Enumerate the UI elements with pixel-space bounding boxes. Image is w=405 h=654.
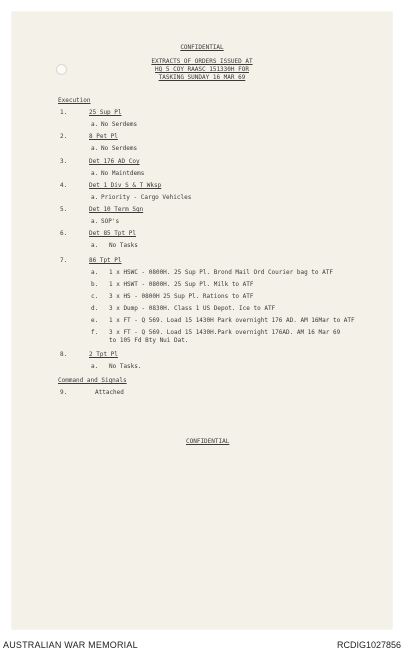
sub-letter: e. (91, 317, 99, 324)
item-number: 7. (60, 257, 68, 264)
sub-letter: a. (91, 145, 99, 152)
classification-bottom: CONFIDENTIAL (186, 438, 230, 445)
sub-letter: a. (91, 170, 99, 177)
sub-text: 1 x HSWT - 0800H. 25 Sup Pl. Milk to ATF (109, 281, 254, 288)
sub-text: SOP's (101, 218, 120, 225)
execution-heading: Execution (58, 97, 91, 104)
item-unit: 25 Sup Pl (89, 109, 122, 116)
sub-letter: d. (91, 305, 99, 312)
archive-credit: AUSTRALIAN WAR MEMORIAL (3, 640, 138, 650)
item-number: 4. (60, 182, 68, 189)
item-unit: 86 Tpt Pl (89, 257, 122, 264)
sub-text: Priority - Cargo Vehicles (101, 194, 192, 201)
title-line-3: TASKING SUNDAY 16 MAR 69 (158, 74, 246, 81)
sub-text: No Tasks (109, 242, 138, 249)
sub-text: 1 x FT - Q 569. Load 15 1430H Park overnight 176 AD. AM 16Mar to ATF (109, 317, 355, 324)
title-line-1: EXTRACTS OF ORDERS ISSUED AT (151, 58, 253, 65)
sub-text: 3 x HS - 0800H 25 Sup Pl. Rations to ATF (109, 293, 254, 300)
item-unit: 2 Tpt Pl (89, 351, 118, 358)
sub-letter: a. (91, 242, 99, 249)
sub-letter: f. (91, 329, 99, 336)
item-unit: Det 10 Term Sqn (89, 206, 144, 213)
sub-text-continued: to 105 Fd Bty Nui Dat. (109, 337, 189, 344)
sub-text: No Tasks. (109, 363, 142, 370)
item-number: 2. (60, 133, 68, 140)
item-number: 3. (60, 158, 68, 165)
sub-letter: a. (91, 194, 99, 201)
item-unit: Det 1 Div S & T Wksp (89, 182, 162, 189)
sub-letter: a. (91, 363, 99, 370)
command-heading: Command and Signals (58, 377, 127, 384)
sub-letter: b. (91, 281, 99, 288)
classification-top: CONFIDENTIAL (180, 44, 224, 51)
sub-letter: a. (91, 121, 99, 128)
item-unit: Det 176 AD Coy (89, 158, 140, 165)
item-number: 9. (60, 389, 68, 396)
item-number: 6. (60, 230, 68, 237)
sub-text: 1 x HSWC - 0800H. 25 Sup Pl. Brond Mail Ord Courier bag to ATF (109, 269, 333, 276)
title-line-2: HQ 5 COY RAASC 151330H FOR (155, 66, 249, 73)
item-text: Attached (95, 389, 124, 396)
sub-text: No Serdems (101, 145, 138, 152)
sub-text: 3 x Dump - 0830H. Class 1 US Depot. Ice to ATF (109, 305, 276, 312)
sub-text: 3 x FT - Q 569. Load 15 1430H.Park overnight 176AD. AM 16 Mar 69 (109, 329, 341, 336)
item-unit: 8 Pet Pl (89, 133, 118, 140)
item-number: 5. (60, 206, 68, 213)
item-number: 8. (60, 351, 68, 358)
sub-letter: a. (91, 218, 99, 225)
item-unit: Det 85 Tpt Pl (89, 230, 136, 237)
item-number: 1. (60, 109, 68, 116)
sub-text: No Serdems (101, 121, 138, 128)
sub-text: No Maintdems (101, 170, 145, 177)
sub-letter: a. (91, 269, 99, 276)
sub-letter: c. (91, 293, 99, 300)
archive-id: RCDIG1027856 (336, 640, 401, 650)
